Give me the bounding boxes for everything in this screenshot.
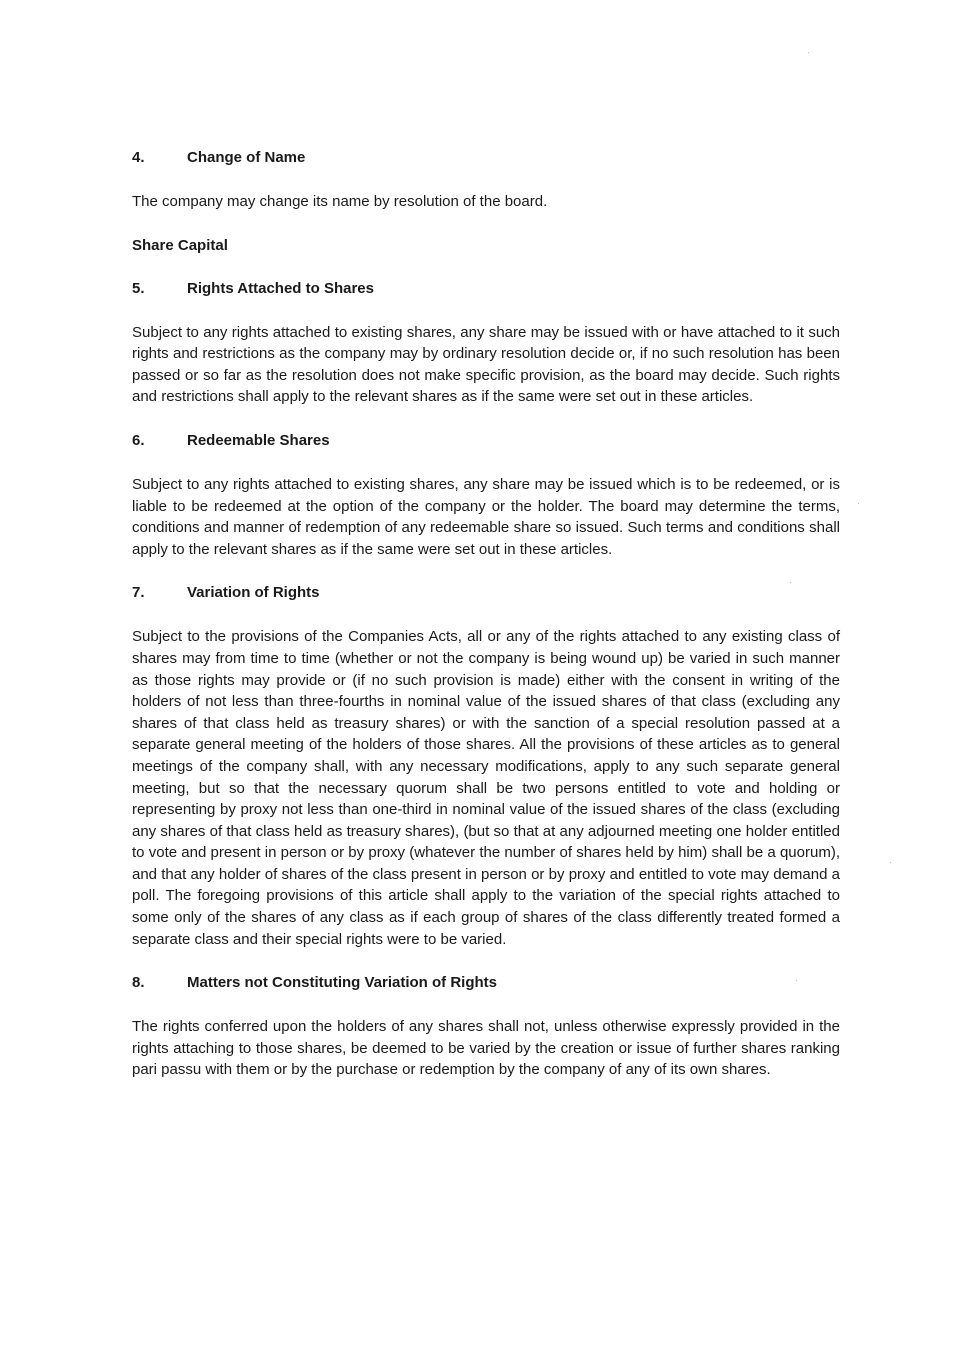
scan-speck [808, 52, 809, 53]
share-capital-heading: Share Capital [132, 236, 228, 254]
scan-speck [890, 862, 891, 863]
scan-speck [858, 503, 859, 504]
section-4-body: The company may change its name by resolution of the board. [132, 193, 548, 210]
section-4-heading [132, 148, 840, 168]
section-8-heading [132, 973, 840, 993]
scan-speck [796, 980, 797, 981]
document-page [132, 148, 840, 1104]
section-number: 4. [132, 149, 145, 166]
section-7-body: Subject to the provisions of the Companies Acts, all or any of the rights attached to any existing class of shares may from time to time (whether or not the company is being wound up) be varied in such manner as those rights may provide or (if no such provision is made) either with the consent in writing of the holders of not less than three-fourths in nominal value of the issued shares of that class (excluding any shares of that class held as treasury shares) or with the sanction of a special resolution passed at a separate general meeting of the holders of those shares. All the provisions of these articles as to general meetings of the company shall, with any necessary modifications, apply to any such separate general meeting, but so that the necessary quorum shall be two persons entitled to vote and holding or representing by proxy not less than one-third in nominal value of the issued shares of the class (excluding any shares of that class held as treasury shares), (but so that at any adjourned meeting one holder entitled to vote and present in person or by proxy (whatever the number of shares held by him) shall be a quorum), and that any holder of shares of the class present in person or by proxy and entitled to vote may demand a poll. The foregoing provisions of this article shall apply to the variation of the special rights attached to some only of the shares of any class as if each group of shares of the class differently treated formed a separate class and their special rights were to be varied. [132, 628, 840, 948]
section-8-body: The rights conferred upon the holders of any shares shall not, unless otherwise expressly provided in the rights attaching to those shares, be deemed to be varied by the creation or issue of further shares ranking pari passu with them or by the purchase or redemption by the company of any of its own shares. [132, 1018, 840, 1079]
section-title: Variation of Rights [187, 584, 320, 602]
section-6-body: Subject to any rights attached to existing shares, any share may be issued which is to be redeemed, or is liable to be redeemed at the option of the company or the holder. The board may determine the terms, conditions and manner of redemption of any redeemable share so issued. Such terms and conditions shall apply to the relevant shares as if the same were set out in these articles. [132, 475, 840, 558]
section-number: 6. [132, 431, 145, 449]
section-5-heading [132, 279, 840, 299]
section-title: Redeemable Shares [187, 431, 330, 449]
section-number: 8. [132, 974, 145, 992]
section-number: 7. [132, 584, 145, 602]
section-7-heading [132, 583, 840, 603]
section-title: Matters not Constituting Variation of Rights [187, 974, 497, 992]
section-5-body: Subject to any rights attached to existing shares, any share may be issued with or have attached to it such rights and restrictions as the company may by ordinary resolution decide or, if no such resolution has been passed or so far as the resolution does not make specific provision, as the board may decide. Such rights and restrictions shall apply to the relevant shares as if the same were set out in these articles. [132, 323, 840, 406]
section-number: 5. [132, 279, 145, 297]
section-title: Rights Attached to Shares [187, 279, 374, 297]
section-6-heading [132, 431, 840, 451]
section-title: Change of Name [187, 149, 306, 166]
scan-speck [790, 582, 791, 583]
